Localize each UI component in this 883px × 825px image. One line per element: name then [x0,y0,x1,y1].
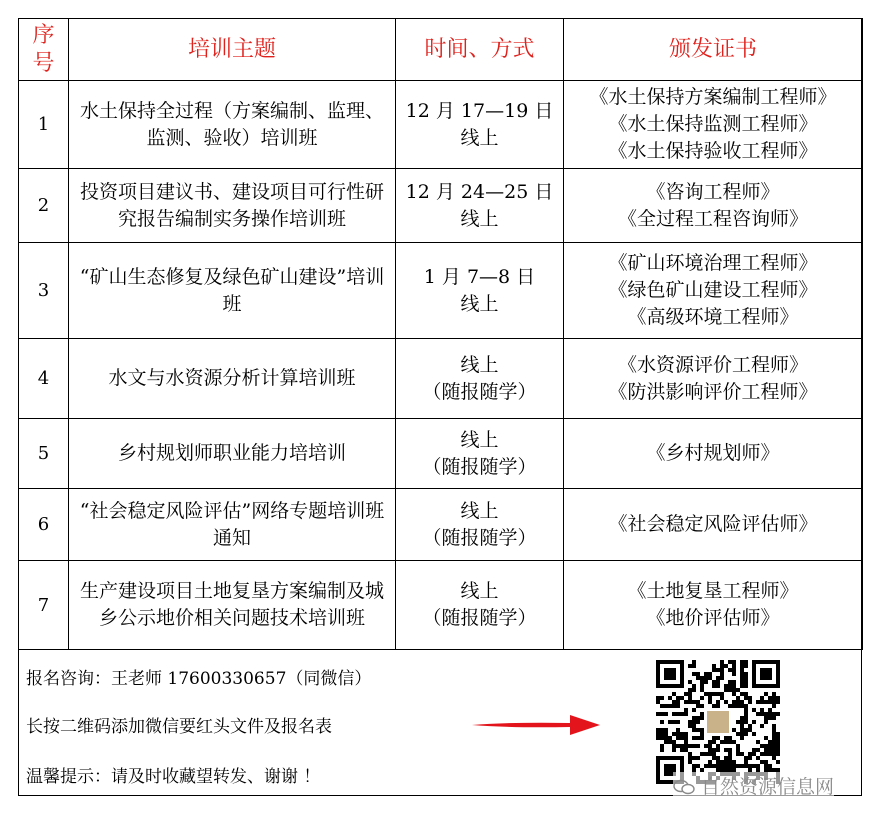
training-table [18,18,863,650]
row-time-mode [396,339,564,419]
row-number: 1 [19,81,69,169]
certificate-item: 《地价评估师》 [646,607,780,629]
topic-text: 水土保持全过程（方案编制、监理、监测、验收）培训班 [79,99,384,149]
right-arrow-icon [470,710,602,740]
contact-info: 报名咨询：王老师 17600330657（同微信） [26,669,372,689]
topic-text: “社会稳定风险评估”网络专题培训班 通知 [79,499,385,549]
row-certificates [564,169,863,243]
footer-section [18,650,862,796]
tip-text: 温馨提示：请及时收藏望转发、谢谢 ！ [26,767,321,787]
time-line: 线上 [460,580,499,602]
row-number: 7 [19,561,69,650]
row-time-mode [396,561,564,650]
header-time-mode: 时间、方式 [396,19,564,81]
time-line: 线上 [460,207,499,230]
row-number: 4 [19,339,69,419]
header-seq: 序号 [19,19,69,81]
watermark-text: 自然资源信息网 [701,776,835,798]
certificate-item: 《矿山环境治理工程师》 [608,252,818,274]
time-line: 12 月 24—25 日 [405,180,554,203]
time-line: 1 月 7—8 日 [423,265,536,288]
certificate-item: 《水资源评价工程师》 [617,353,808,376]
table-row [19,489,863,561]
time-line: 线上 [460,499,499,522]
time-line: （随报随学） [422,526,537,549]
row-topic [69,419,396,489]
row-topic [69,169,396,243]
certificate-item: 《高级环境工程师》 [627,306,799,328]
table-row [19,169,863,243]
time-line: 线上 [460,292,499,315]
topic-text: 乡村规划师职业能力培培训 [117,442,346,464]
row-topic [69,561,396,650]
table-row [19,561,863,650]
time-line: 线上 [460,126,499,149]
topic-text: 生产建设项目土地复垦方案编制及城乡公示地价相关问题技术培训班 [79,580,384,629]
certificate-item: 《全过程工程咨询师》 [617,207,808,230]
header-topic: 培训主题 [69,19,396,81]
certificate-item: 《乡村规划师》 [646,442,780,464]
table-row [19,339,863,419]
time-line: 12 月 17—19 日 [405,99,554,122]
row-certificates [564,339,863,419]
certificate-item: 《土地复垦工程师》 [627,580,799,602]
row-time-mode [396,419,564,489]
time-line: （随报随学） [422,455,537,478]
row-time-mode [396,243,564,339]
row-number: 2 [19,169,69,243]
row-time-mode [396,169,564,243]
time-line: （随报随学） [422,607,537,629]
watermark [673,772,834,799]
certificate-item: 《社会稳定风险评估师》 [608,513,818,535]
row-time-mode [396,489,564,561]
row-topic [69,81,396,169]
table-row [19,419,863,489]
topic-text: 水文与水资源分析计算培训班 [108,367,356,389]
time-line: 线上 [460,353,499,376]
row-number: 3 [19,243,69,339]
row-time-mode [396,81,564,169]
certificate-item: 《水土保持方案编制工程师》 [589,86,837,108]
table-row [19,81,863,169]
certificate-item: 《防洪影响评价工程师》 [608,380,818,403]
certificate-item: 《水土保持监测工程师》 [608,113,818,135]
header-row [19,19,863,81]
row-number: 6 [19,489,69,561]
row-topic [69,243,396,339]
topic-text: “矿山生态修复及绿色矿山建设”培训班 [79,265,385,315]
qr-code[interactable] [656,660,780,784]
row-certificates [564,561,863,650]
table-row [19,243,863,339]
header-certificate: 颁发证书 [564,19,863,81]
certificate-item: 《水土保持验收工程师》 [608,140,818,162]
certificate-item: 《咨询工程师》 [646,180,780,203]
row-topic [69,339,396,419]
certificate-item: 《绿色矿山建设工程师》 [608,279,818,301]
row-certificates [564,243,863,339]
row-certificates [564,489,863,561]
row-topic [69,489,396,561]
wechat-icon [673,779,695,795]
row-number: 5 [19,419,69,489]
row-certificates [564,419,863,489]
time-line: 线上 [460,428,499,451]
time-line: （随报随学） [422,380,537,403]
row-certificates [564,81,863,169]
qr-hint-text: 长按二维码添加微信要红头文件及报名表 [26,717,332,737]
topic-text: 投资项目建议书、建设项目可行性研究报告编制实务操作培训班 [79,180,384,230]
